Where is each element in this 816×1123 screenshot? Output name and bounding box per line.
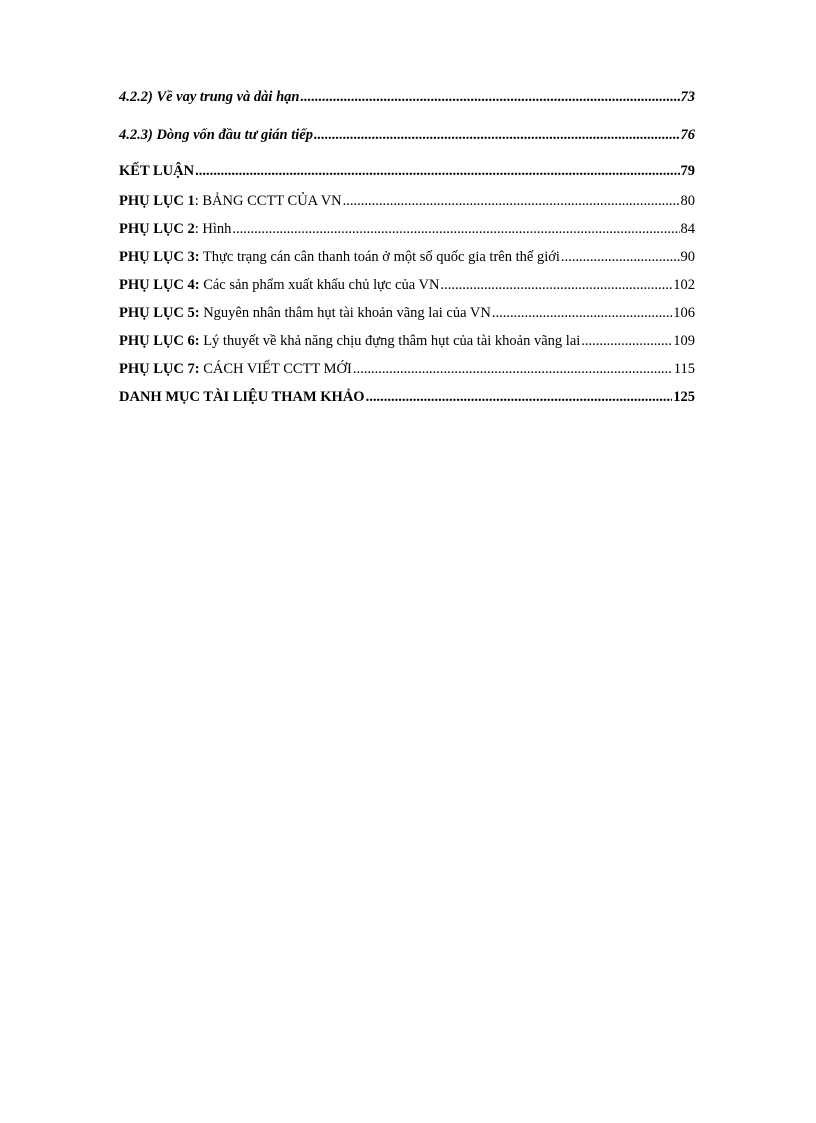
toc-entry-text: Lý thuyết về khả năng chịu đựng thâm hụt của tài khoản vãng lai — [199, 333, 581, 349]
toc-entry-page: 84 — [680, 221, 695, 237]
dot-leader — [353, 360, 673, 378]
toc-entry-label: DANH MỤC TÀI LIỆU THAM KHẢO — [119, 389, 365, 405]
toc-entry-prefix: PHỤ LỤC 5: — [119, 305, 200, 321]
dot-leader — [366, 388, 673, 406]
dot-leader — [441, 276, 673, 294]
toc-entry-phu-luc-6[interactable] — [119, 332, 695, 350]
toc-entry-text: Nguyên nhân thâm hụt tài khoản vãng lai của VN — [199, 305, 491, 321]
toc-entry-text: CÁCH VIẾT CCTT MỚI — [199, 361, 352, 377]
toc-entry-4-2-3[interactable] — [119, 126, 695, 144]
toc-entry-label: KẾT LUẬN — [119, 163, 195, 179]
toc-entry-label — [119, 276, 440, 294]
toc-entry-label — [119, 304, 491, 322]
toc-entry-page: 115 — [673, 361, 695, 377]
toc-entry-text: Các sản phẩm xuất khẩu chủ lực của VN — [199, 277, 440, 293]
toc-entry-prefix: PHỤ LỤC 7: — [119, 361, 200, 377]
toc-entry-label — [119, 248, 560, 266]
dot-leader — [343, 192, 680, 210]
toc-entry-page: 79 — [680, 163, 695, 179]
toc-entry-phu-luc-4[interactable] — [119, 276, 695, 294]
toc-entry-references[interactable] — [119, 388, 695, 406]
toc-entry-page: 90 — [680, 249, 695, 265]
dot-leader — [232, 220, 679, 238]
toc-entry-text: : Hình — [194, 221, 232, 237]
toc-entry-label: 4.2.2) Về vay trung và dài hạn — [119, 89, 300, 105]
toc-entry-label — [119, 332, 580, 350]
dot-leader — [314, 126, 680, 144]
toc-entry-label — [119, 192, 342, 210]
dot-leader — [561, 248, 680, 266]
toc-entry-label: 4.2.3) Dòng vốn đầu tư gián tiếp — [119, 127, 313, 143]
toc-entry-label — [119, 360, 352, 378]
toc-entry-4-2-2[interactable] — [119, 88, 695, 106]
toc-entry-phu-luc-1[interactable] — [119, 192, 695, 210]
toc-entry-page: 109 — [673, 333, 695, 349]
toc-entry-page: 73 — [680, 89, 695, 105]
toc-entry-prefix: PHỤ LỤC 3: — [119, 249, 200, 265]
toc-entry-prefix: PHỤ LỤC 6: — [119, 333, 200, 349]
toc-entry-page: 76 — [680, 127, 695, 143]
toc-entry-label — [119, 220, 231, 238]
toc-entry-page: 106 — [673, 305, 695, 321]
toc-entry-page: 125 — [673, 389, 695, 405]
dot-leader — [492, 304, 672, 322]
toc-entry-prefix: PHỤ LỤC 2 — [119, 221, 195, 237]
toc-entry-ket-luan[interactable] — [119, 162, 695, 180]
toc-entry-page: 102 — [673, 277, 695, 293]
toc-entry-phu-luc-3[interactable] — [119, 248, 695, 266]
toc-entry-page: 80 — [680, 193, 695, 209]
table-of-contents — [119, 88, 695, 416]
dot-leader — [300, 88, 679, 106]
dot-leader — [581, 332, 672, 350]
toc-entry-prefix: PHỤ LỤC 1 — [119, 193, 195, 209]
toc-entry-phu-luc-7[interactable] — [119, 360, 695, 378]
toc-entry-prefix: PHỤ LỤC 4: — [119, 277, 200, 293]
toc-entry-text: : BẢNG CCTT CỦA VN — [194, 193, 342, 209]
toc-entry-text: Thực trạng cán cân thanh toán ở một số quốc gia trên thế giới — [199, 249, 560, 265]
toc-entry-phu-luc-2[interactable] — [119, 220, 695, 238]
toc-entry-phu-luc-5[interactable] — [119, 304, 695, 322]
dot-leader — [195, 162, 679, 180]
